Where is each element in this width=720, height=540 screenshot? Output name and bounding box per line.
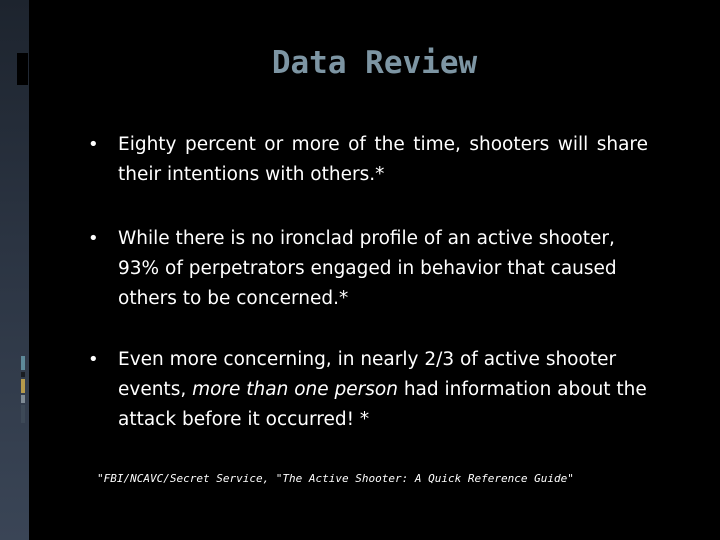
bullet-item [88, 130, 648, 190]
bullet-dot-icon: • [88, 134, 99, 155]
bullet-text-part: Even more concerning, in nearly 2/3 of active shooter events, [118, 349, 617, 400]
left-decorative-panel [0, 0, 29, 540]
accent-strip-teal [21, 356, 25, 370]
bullet-dot-icon: • [88, 349, 99, 370]
bullet-text-part: had information about the attack before it occurred! * [118, 379, 647, 430]
bullet-text-emphasis: more than one person [192, 379, 398, 400]
bullet-text [118, 345, 648, 435]
slide-title: Data Review [271, 45, 478, 81]
bullet-text: While there is no ironclad profile of an active shooter, 93% of perpetrators engaged in behavior that caused others to be concerned.* [118, 228, 617, 309]
bullet-dot-icon: • [88, 228, 99, 249]
source-footnote: "FBI/NCAVC/Secret Service, "The Active Shooter: A Quick Reference Guide" [97, 472, 574, 485]
accent-strip-slate [21, 405, 25, 423]
bullet-item [88, 224, 648, 314]
accent-strip-dark [21, 372, 25, 377]
accent-strip-gold [21, 379, 25, 393]
title-accent-bar [17, 53, 28, 85]
accent-strip-gray [21, 395, 25, 403]
bullet-text: Eighty percent or more of the time, shooters will share their intentions with others.* [118, 134, 648, 185]
bullet-item [88, 345, 648, 435]
